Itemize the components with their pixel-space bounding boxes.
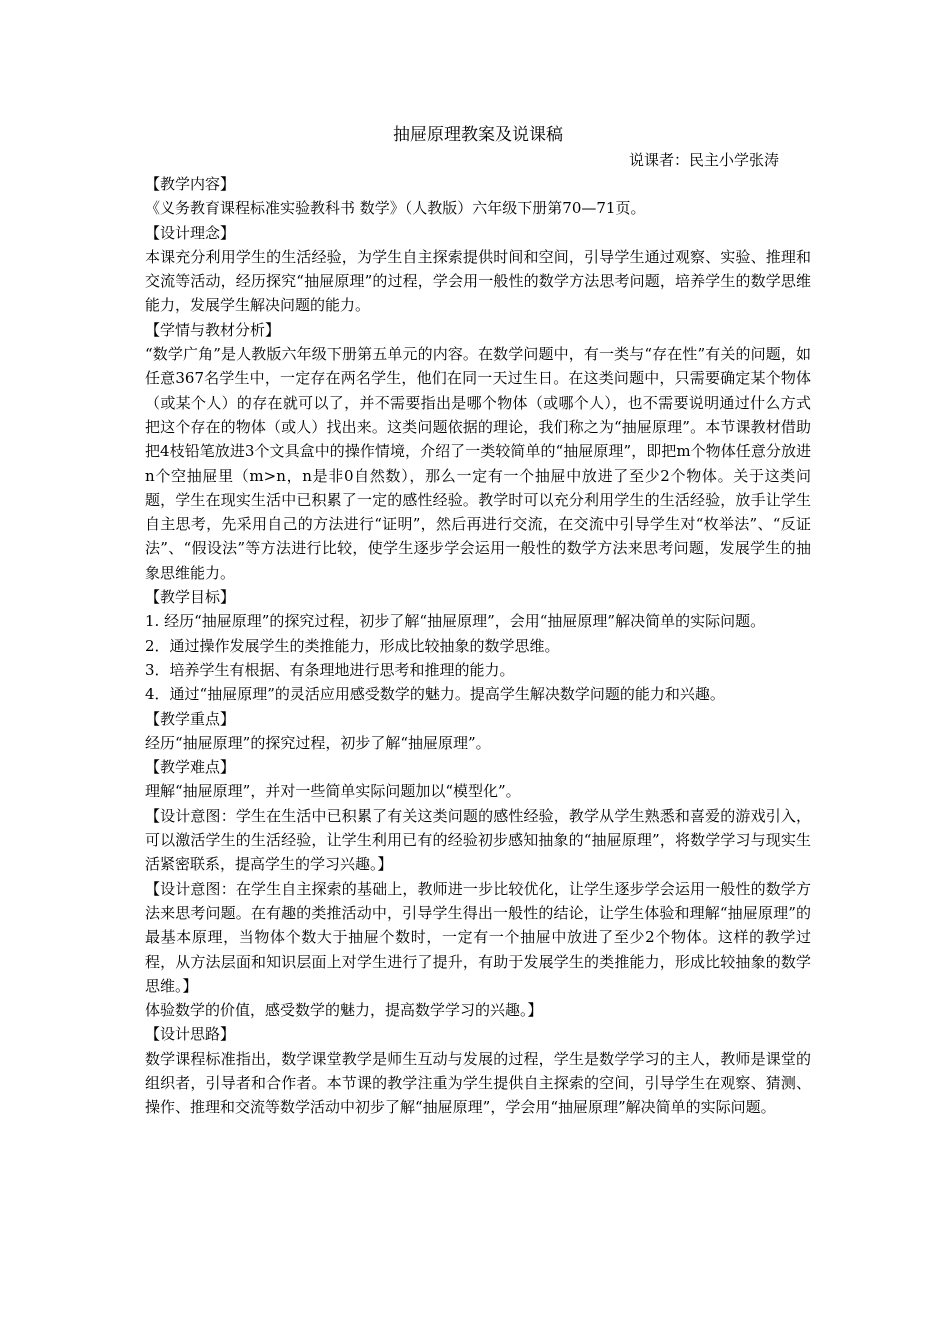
paragraph: “数学广角”是人教版六年级下册第五单元的内容。在数学问题中，有一类与“存在性”有关的问题，如任意367名学生中，一定存在两名学生，他们在同一天过生日。在这类问题中，只需要确定某个物体（或某个人）的存在就可以了，并不需要指出是哪个物体（或哪个人），也不需要说明通过什么方式把这个存在的物体（或人）找出来。这类问题依据的理论，我们称之为“抽屉原理”。本节课教材借助把4枝铅笔放进3个文具盒中的操作情境，介绍了一类较简单的“抽屉原理”，即把m个物体任意分放进n个空抽屉里（m>n，n是非0自然数），那么一定有一个抽屉中放进了至少2个物体。关于这类问题，学生在现实生活中已积累了一定的感性经验。教学时可以充分利用学生的生活经验，放手让学生自主思考，先采用自己的方法进行“证明”，然后再进行交流，在交流中引导学生对“枚举法”、“反证法”、“假设法”等方法进行比较，使学生逐步学会运用一般性的数学方法来思考问题，发展学生的抽象思维能力。 xyxy=(145,345,811,582)
paragraph: 体验数学的价值，感受数学的魅力，提高数学学习的兴趣。】 xyxy=(145,1001,543,1020)
section-heading: 【教学重点】 xyxy=(145,709,236,728)
section-heading: 【教学目标】 xyxy=(145,588,236,607)
paragraph: 2．通过操作发展学生的类推能力，形成比较抽象的数学思维。 xyxy=(145,636,560,655)
document-title: 抽屉原理教案及说课稿 xyxy=(393,125,563,145)
paragraph: 4．通过“抽屉原理”的灵活应用感受数学的魅力。提高学生解决数学问题的能力和兴趣。 xyxy=(145,685,725,704)
paragraph: 【设计意图：在学生自主探索的基础上，教师进一步比较优化，让学生逐步学会运用一般性的数学方法来思考问题。在有趣的类推活动中，引导学生得出一般性的结论，让学生体验和理解“抽屉原理”的最基本原理，当物体个数大于抽屉个数时，一定有一个抽屉中放进了至少2个物体。这样的教学过程，从方法层面和知识层面上对学生进行了提升，有助于发展学生的类推能力，形成比较抽象的数学思维。】 xyxy=(145,879,811,995)
section-heading: 【设计理念】 xyxy=(145,223,236,242)
section-heading: 【教学内容】 xyxy=(145,175,236,193)
section-heading: 【教学难点】 xyxy=(145,758,236,777)
paragraph: 本课充分利用学生的生活经验，为学生自主探索提供时间和空间，引导学生通过观察、实验、推理和交流等活动，经历探究“抽屉原理”的过程，学会用一般性的数学方法思考问题，培养学生的数学思维能力，发展学生解决问题的能力。 xyxy=(145,247,811,315)
section-heading: 【学情与教材分析】 xyxy=(145,320,281,339)
paragraph: 理解“抽屉原理”，并对一些简单实际问题加以“模型化”。 xyxy=(145,782,521,801)
paragraph: 经历“抽屉原理”的探究过程，初步了解“抽屉原理”。 xyxy=(145,733,491,752)
paragraph: 数学课程标准指出，数学课堂教学是师生互动与发展的过程，学生是数学学习的主人，教师是课堂的组织者，引导者和合作者。本节课的教学注重为学生提供自主探索的空间，引导学生在观察、猜测、操作、推理和交流等数学活动中初步了解“抽屉原理”，学会用“抽屉原理”解决简单的实际问题。 xyxy=(145,1049,811,1117)
paragraph: 《义务教育课程标准实验教科书 数学》（人教版）六年级下册第70—71页。 xyxy=(145,199,646,218)
document-author: 说课者：民主小学张涛 xyxy=(628,151,779,169)
paragraph: 【设计意图：学生在生活中已积累了有关这类问题的感性经验，教学从学生熟悉和喜爱的游戏引入，可以激活学生的生活经验，让学生利用已有的经验初步感知抽象的“抽屉原理”，将数学学习与现实生活紧密联系，提高学生的学习兴趣。】 xyxy=(145,806,811,874)
paragraph: 3．培养学生有根据、有条理地进行思考和推理的能力。 xyxy=(145,660,515,679)
paragraph: 1. 经历“抽屉原理”的探究过程，初步了解“抽屉原理”，会用“抽屉原理”解决简单的实际问题。 xyxy=(145,612,766,631)
section-heading: 【设计思路】 xyxy=(145,1025,236,1044)
document-page xyxy=(145,120,811,1120)
